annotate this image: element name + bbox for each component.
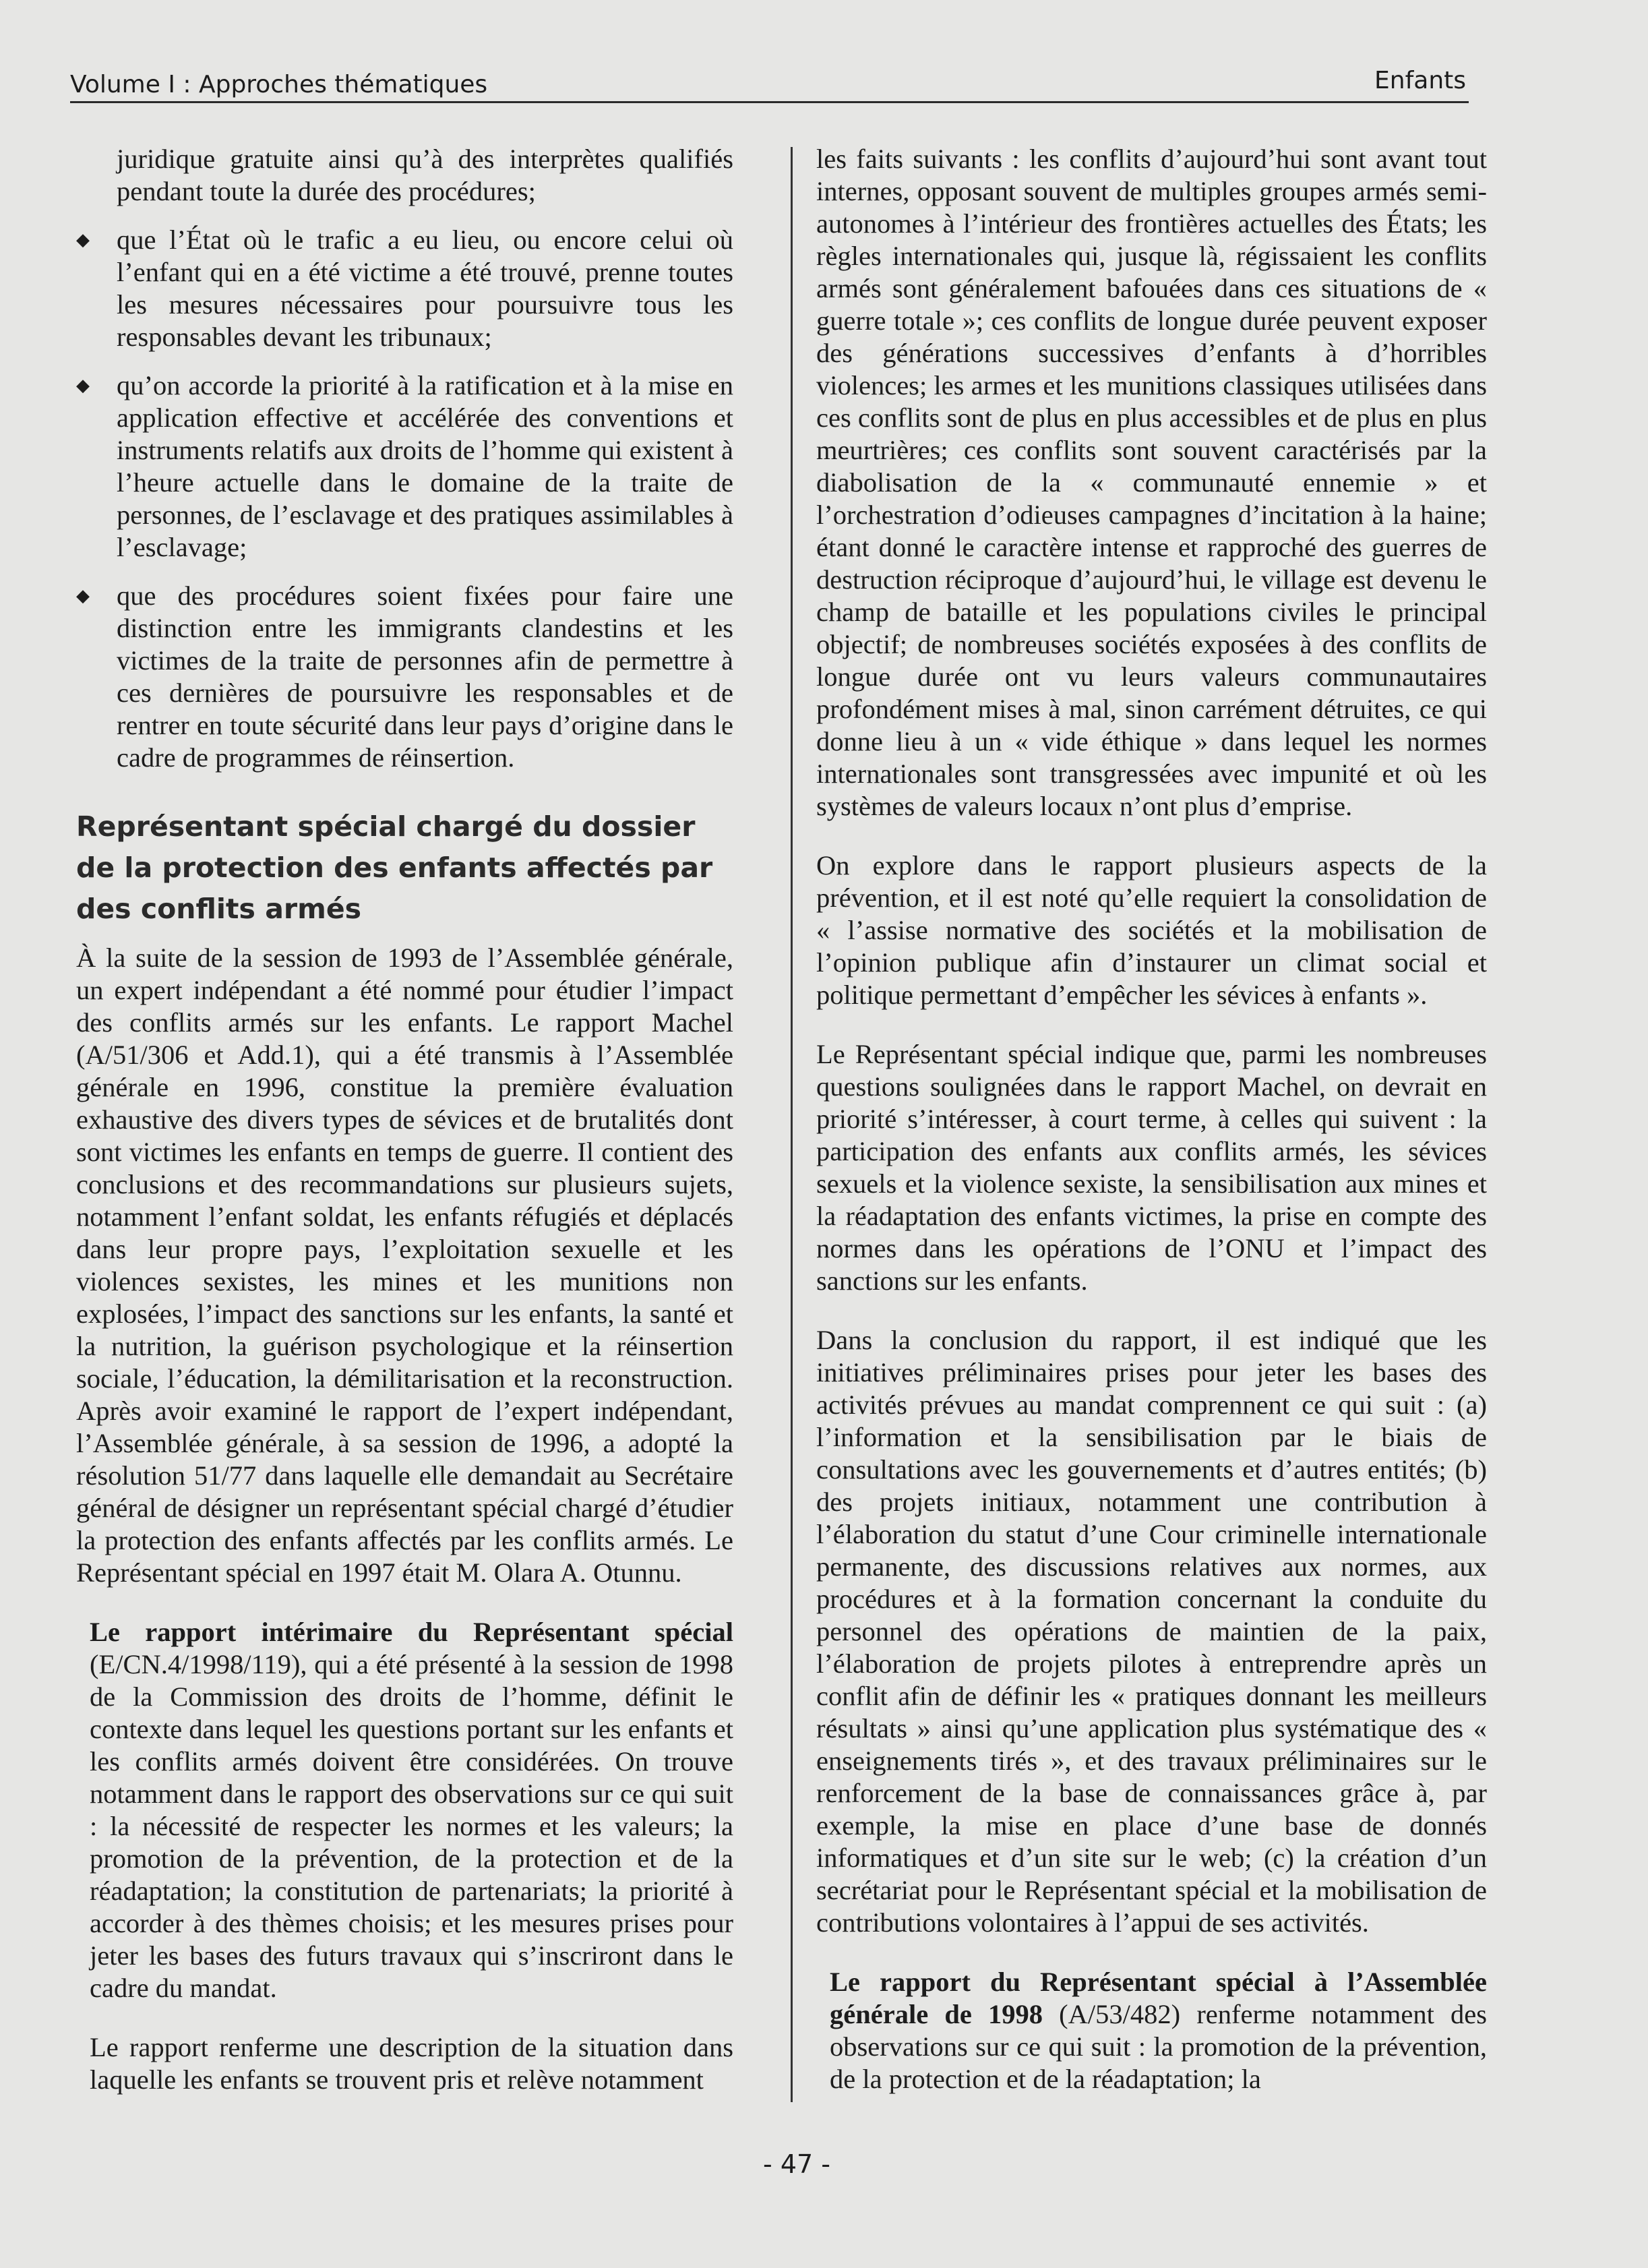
diamond-bullet-icon: ◆ [76,230,90,249]
report-title-bold: Le rapport intérimaire du Représentant spécial [90,1617,733,1647]
bullet-list [76,224,733,774]
bullet-text: que l’État où le trafic a eu lieu, ou encore celui où l’enfant qui en a été victime a été trouvé, prenne toutes les mesures nécessaires pour poursuivre tous les responsables devant les tribunaux; [117,225,733,352]
paragraph: On explore dans le rapport plusieurs aspects de la prévention, et il est noté qu’elle requiert la consolidation de « l’assise normative des sociétés et la mobilisation de l’opinion publique afin d’instaurer un climat social et politique permettant d’empêcher les sévices à enfants ». [816,850,1487,1010]
paragraph-text: (E/CN.4/1998/119), qui a été présenté à la session de 1998 de la Commission des droits de l’homme, définit le contexte dans lequel les questions portant sur les enfants et les conflits armés doivent être considérées. On trouve notamment dans le rapport des observations sur ce qui suit : la nécessité de respecter les normes et les valeurs; la promotion de la prévention, de la protection et de la réadaptation; la constitution de partenariats; la priorité à accorder à des thèmes choisis; et les mesures prises pour jeter les bases des futurs travaux qui s’inscriront dans le cadre du mandat. [90,1649,733,2003]
bullet-continuation: juridique gratuite ainsi qu’à des interprètes qualifiés pendant toute la durée des procédures; [117,144,733,206]
paragraph: À la suite de la session de 1993 de l’Assemblée générale, un expert indépendant a été nommé pour étudier l’impact des conflits armés sur les enfants. Le rapport Machel (A/51/306 et Add.1), qui a été transmis à l’Assemblée générale en 1996, constitue la première évaluation exhaustive des divers types de sévices et de brutalités dont sont victimes les enfants en temps de guerre. Il contient des conclusions et des recommandations sur plusieurs sujets, notamment l’enfant soldat, les enfants réfugiés et déplacés dans leur propre pays, l’exploitation sexuelle et les violences sexistes, les mines et les munitions non explosées, l’impact des sanctions sur les enfants, la santé et la nutrition, la guérison psychologique et la réinsertion sociale, l’éducation, la démilitarisation et la reconstruction. Après avoir examiné le rapport de l’expert indépendant, l’Assemblée générale, à sa session de 1996, a adopté la résolution 51/77 dans laquelle elle demandait au Secrétaire général de désigner un représentant spécial chargé d’étudier la protection des enfants affectés par les conflits armés. Le Représentant spécial en 1997 était M. Olara A. Otunnu. [76,943,733,1588]
bullet-item [76,369,733,564]
header-volume-title: Volume I : Approches thématiques [70,71,488,98]
bullet-text: qu’on accorde la priorité à la ratification et à la mise en application effective et accélérée des conventions et instruments relatifs aux droits de l’homme qui existent à l’heure actuelle dans le domaine de la traite de personnes, de l’esclavage et des pratiques assimilables à l’esclavage; [117,370,733,562]
paragraph: les faits suivants : les conflits d’aujourd’hui sont avant tout internes, opposant souvent de multiples groupes armés semi-autonomes à l’intérieur des frontières actuelles des États; les règles internationales qui, jusque là, régissaient les conflits armés sont généralement bafouées dans ces situations de « guerre totale »; ces conflits de longue durée peuvent exposer des générations successives d’enfants à d’horribles violences; les armes et les munitions classiques utilisées dans ces conflits sont de plus en plus accessibles et de plus en plus meurtrières; ces conflits sont souvent caractérisés par la diabolisation de la « communauté ennemie » et l’orchestration d’odieuses campagnes d’incitation à la haine; étant donné le caractère intense et rapproché des guerres de destruction réciproque d’aujourd’hui, le village est devenu le champ de bataille et les populations civiles le principal objectif; de nombreuses sociétés exposées à des conflits de longue durée ont vu leurs valeurs communautaires profondément mises à mal, sinon carrément détruites, ce qui donne lieu à un « vide éthique » dans lequel les normes internationales sont transgressées avec impunité et où les systèmes de valeurs locaux n’ont plus d’emprise. [816,144,1487,821]
column-divider [791,147,793,2102]
left-column [76,143,733,2096]
diamond-bullet-icon: ◆ [76,586,90,605]
paragraph [76,1616,733,2004]
diamond-bullet-icon: ◆ [76,376,90,395]
bullet-item [76,580,733,774]
paragraph: Dans la conclusion du rapport, il est indiqué que les initiatives préliminaires prises pour jeter les bases des activités prévues au mandat comprennent ce qui suit : (a) l’information et la sensibilisation par le biais de consultations avec les gouvernements et d’autres entités; (b) des projets initiaux, notamment une contribution à l’élaboration du statut d’une Cour criminelle internationale permanente, des discussions relatives aux normes, aux procédures et à la formation concernant la conduite du personnel des opérations de maintien de la paix, l’élaboration de projets pilotes à entreprendre après un conflit afin de définir les « pratiques donnant les meilleurs résultats » ainsi qu’une application plus systématique des « enseignements tirés », et des travaux préliminaires sur le renforcement de la base de connaissances grâce à, par exemple, la mise en place d’une base de donnés informatiques et d’un site sur le web; (c) la création d’un secrétariat pour le Représentant spécial et la mobilisation de contributions volontaires à l’appui de ses activités. [816,1325,1487,1938]
bullet-text: que des procédures soient fixées pour faire une distinction entre les immigrants clandestins et les victimes de la traite de personnes afin de permettre à ces dernières de poursuivre les responsables et de rentrer en toute sécurité dans leur pays d’origine dans le cadre de programmes de réinsertion. [117,580,733,773]
page-number: - 47 - [763,2149,830,2179]
paragraph-text: (A/53/482) renferme notamment des observations sur ce qui suit : la promotion de la prévention, de la protection et de la réadaptation; la [830,1999,1487,2094]
right-column [816,143,1487,2095]
header-section-title: Enfants [1374,67,1466,94]
paragraph [816,1966,1487,2095]
report-title-bold: Le rapport du Représentant spécial à l’Assemblée générale de 1998 [830,1967,1487,2029]
paragraph: Le Représentant spécial indique que, parmi les nombreuses questions soulignées dans le rapport Machel, on devrait en priorité s’intéresser, à court terme, à celles qui suivent : la participation des enfants aux conflits armés, les sévices sexuels et la violence sexiste, la sensibilisation aux mines et la réadaptation des enfants victimes, la prise en compte des normes dans les opérations de l’ONU et l’impact des sanctions sur les enfants. [816,1039,1487,1296]
paragraph: Le rapport renferme une description de la situation dans laquelle les enfants se trouvent pris et relève notamment [90,2032,733,2095]
section-heading: Représentant spécial chargé du dossier de la protection des enfants affectés par des conflits armés [76,810,713,925]
running-header [70,66,1469,103]
bullet-item [76,224,733,353]
